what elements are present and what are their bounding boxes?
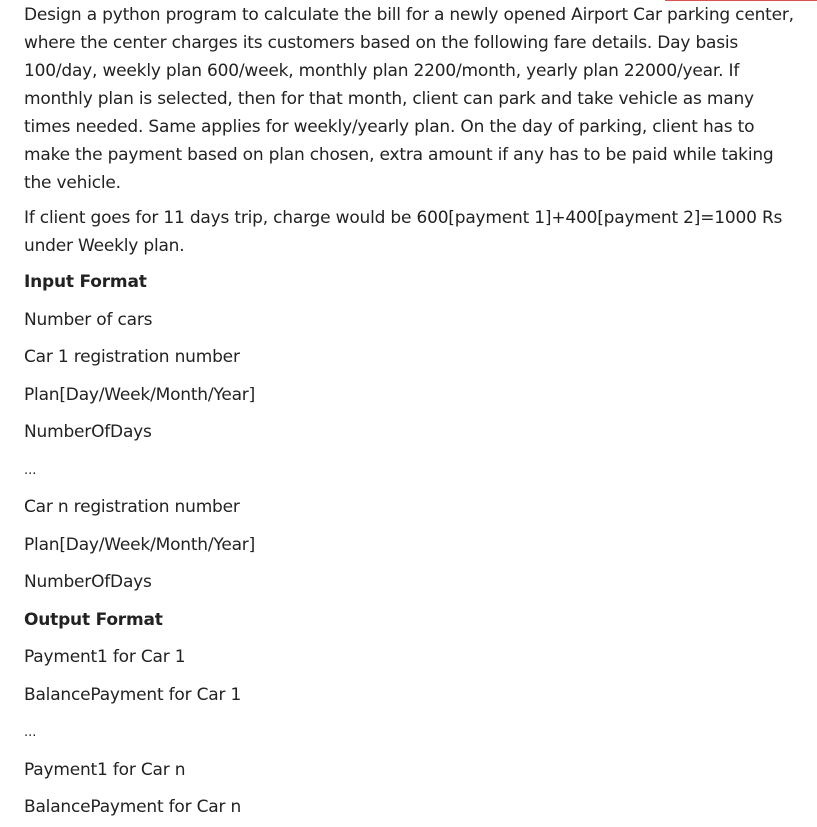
input-format-heading: Input Format xyxy=(24,272,147,292)
output-format-line: Payment1 for Car 1 xyxy=(24,647,186,667)
output-format-section xyxy=(24,602,804,827)
input-format-line: Car 1 registration number xyxy=(24,347,240,367)
input-format-line: Plan[Day/Week/Month/Year] xyxy=(24,384,256,405)
input-format-line: NumberOfDays xyxy=(24,572,152,592)
input-format-line: Car n registration number xyxy=(24,497,240,517)
problem-statement xyxy=(24,1,804,827)
input-format-line: NumberOfDays xyxy=(24,422,152,442)
problem-description: Design a python program to calculate the bill for a newly opened Airport Car parking center, where the center charges its customers based on the following fare details. Day basis 100/day, weekly plan 600/week, monthly plan 2200/month, yearly plan 22000/year. If monthly plan is selected, then for that month, client can park and take vehicle as many times needed. Same applies for weekly/yearly plan. On the day of parking, client has to make the payment based on plan chosen, extra amount if any has to be paid while taking the vehicle. xyxy=(24,5,794,193)
problem-example: If client goes for 11 days trip, charge would be 600[payment 1]+400[payment 2]=1000 Rs under Weekly plan. xyxy=(24,208,783,256)
output-format-ellipsis: ... xyxy=(24,725,37,740)
output-format-heading: Output Format xyxy=(24,609,163,630)
input-format-line: Number of cars xyxy=(24,309,153,330)
input-format-section xyxy=(24,264,804,602)
output-format-line: BalancePayment for Car n xyxy=(24,797,242,817)
output-format-line: BalancePayment for Car 1 xyxy=(24,684,242,705)
input-format-ellipsis: ... xyxy=(24,462,37,478)
input-format-line: Plan[Day/Week/Month/Year] xyxy=(24,534,256,555)
output-format-line: Payment1 for Car n xyxy=(24,759,186,780)
